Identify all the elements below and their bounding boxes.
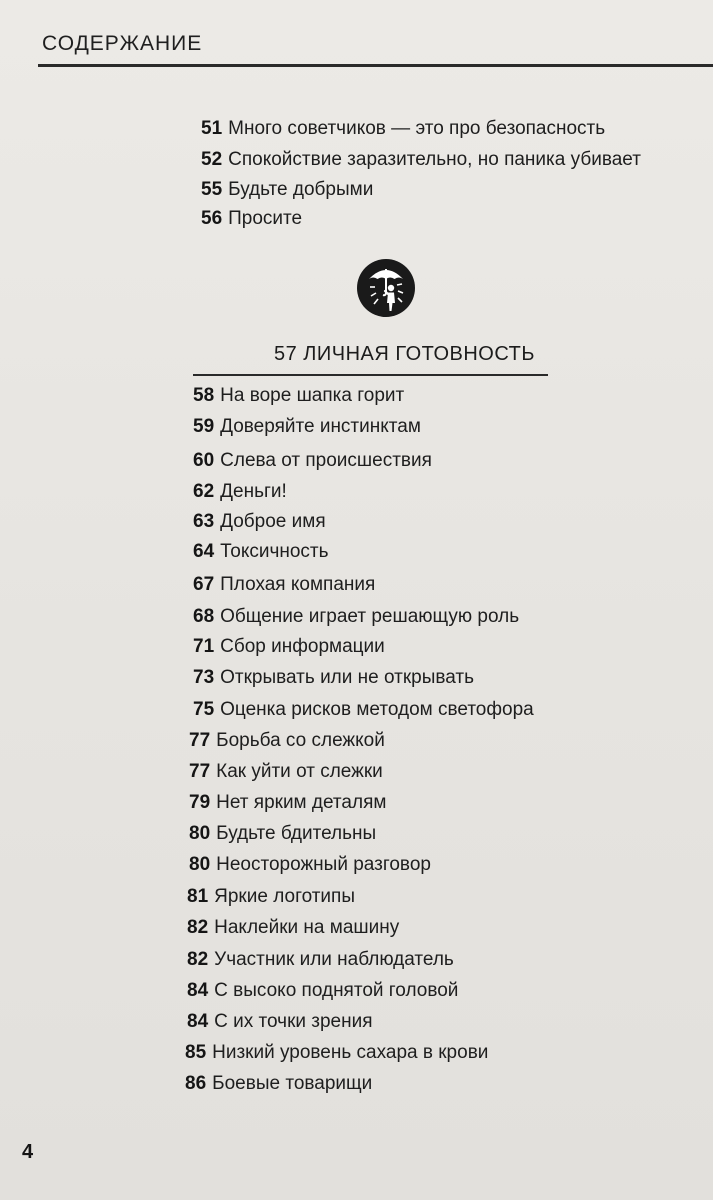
- toc-entry-page: 59: [193, 416, 215, 437]
- toc-entry-title: На воре шапка горит: [220, 385, 405, 406]
- toc-entry-title: Яркие логотипы: [214, 886, 355, 907]
- toc-entry-title: Участник или наблюдатель: [214, 949, 454, 970]
- toc-entry-page: 58: [193, 385, 215, 406]
- toc-entry-page: 80: [189, 854, 211, 875]
- toc-entry-title: Низкий уровень сахара в крови: [212, 1042, 489, 1063]
- toc-entry-page: 85: [185, 1042, 207, 1063]
- toc-entry-title: Будьте добрыми: [228, 179, 374, 200]
- toc-entry: [201, 179, 373, 203]
- toc-entry: [187, 886, 355, 910]
- toc-entry: [201, 208, 302, 232]
- toc-entry: [189, 730, 385, 754]
- toc-entry: [187, 949, 454, 973]
- toc-entry: [189, 854, 431, 878]
- toc-entry-title: Слева от происшествия: [220, 450, 432, 471]
- toc-entry-page: 86: [185, 1073, 207, 1094]
- toc-entry: [193, 481, 287, 505]
- toc-entry-title: Деньги!: [220, 481, 287, 502]
- toc-entry: [193, 636, 385, 660]
- toc-entry-title: С высоко поднятой головой: [214, 980, 459, 1001]
- toc-entry-page: 52: [201, 149, 223, 170]
- toc-entry: [193, 511, 326, 535]
- header-divider: [38, 64, 713, 67]
- section-title: ЛИЧНАЯ ГОТОВНОСТЬ: [303, 343, 535, 365]
- toc-entry-title: Неосторожный разговор: [216, 854, 431, 875]
- toc-entry-page: 56: [201, 208, 223, 229]
- toc-entry-title: Много советчиков — это про безопасность: [228, 118, 606, 139]
- toc-entry-page: 68: [193, 606, 215, 627]
- toc-entry-page: 67: [193, 574, 215, 595]
- toc-entry-title: Оценка рисков методом светофора: [220, 699, 534, 720]
- toc-entry: [193, 385, 404, 409]
- toc-entry-title: Как уйти от слежки: [216, 761, 383, 782]
- toc-entry-title: Токсичность: [220, 541, 329, 562]
- toc-entry-title: Плохая компания: [220, 574, 376, 595]
- toc-entry-page: 82: [187, 917, 209, 938]
- toc-entry: [187, 1011, 373, 1035]
- toc-entry: [201, 118, 605, 142]
- toc-entry: [193, 606, 519, 630]
- toc-entry-page: 84: [187, 1011, 209, 1032]
- toc-entry-page: 79: [189, 792, 211, 813]
- toc-entry-title: Доброе имя: [220, 511, 326, 532]
- toc-entry: [189, 761, 383, 785]
- person-with-umbrella-icon: [355, 257, 417, 319]
- toc-entry-page: 77: [189, 730, 211, 751]
- toc-entry: [187, 917, 399, 941]
- toc-entry-page: 80: [189, 823, 211, 844]
- toc-entry: [185, 1073, 372, 1097]
- toc-entry: [193, 450, 432, 474]
- toc-entry: [187, 980, 458, 1004]
- toc-entry-title: Боевые товарищи: [212, 1073, 373, 1094]
- toc-entry-page: 64: [193, 541, 215, 562]
- page-header-title: СОДЕРЖАНИЕ: [42, 32, 203, 55]
- toc-entry-title: Наклейки на машину: [214, 917, 400, 938]
- toc-entry: [193, 541, 329, 565]
- toc-entry: [193, 574, 375, 598]
- toc-entry-page: 62: [193, 481, 215, 502]
- toc-entry-title: Нет ярким деталям: [216, 792, 387, 813]
- toc-entry-title: Открывать или не открывать: [220, 667, 475, 688]
- toc-entry-page: 82: [187, 949, 209, 970]
- toc-entry: [189, 792, 386, 816]
- toc-entry-page: 77: [189, 761, 211, 782]
- toc-entry-page: 63: [193, 511, 215, 532]
- toc-entry: [193, 416, 421, 440]
- page-number: 4: [22, 1141, 34, 1163]
- toc-entry-page: 60: [193, 450, 215, 471]
- section-divider: [193, 374, 548, 376]
- toc-entry: [185, 1042, 488, 1066]
- toc-entry-title: Просите: [228, 208, 303, 229]
- toc-entry-title: Борьба со слежкой: [216, 730, 385, 751]
- toc-entry-page: 84: [187, 980, 209, 1001]
- toc-entry-title: Спокойствие заразительно, но паника убивает: [228, 149, 641, 170]
- toc-entry-page: 73: [193, 667, 215, 688]
- toc-entry-page: 81: [187, 886, 209, 907]
- toc-entry-page: 55: [201, 179, 223, 200]
- toc-entry-title: Доверяйте инстинктам: [220, 416, 421, 437]
- toc-entry-title: Будьте бдительны: [216, 823, 377, 844]
- toc-entry: [193, 699, 534, 723]
- section-page: 57: [274, 343, 298, 365]
- section-heading: [274, 343, 535, 366]
- toc-entry-title: С их точки зрения: [214, 1011, 373, 1032]
- toc-entry: [189, 823, 376, 847]
- toc-entry-title: Общение играет решающую роль: [220, 606, 520, 627]
- toc-entry: [193, 667, 474, 691]
- toc-entry-page: 71: [193, 636, 215, 657]
- toc-entry-title: Сбор информации: [220, 636, 385, 657]
- toc-entry: [201, 149, 641, 173]
- toc-entry-page: 51: [201, 118, 223, 139]
- toc-entry-page: 75: [193, 699, 215, 720]
